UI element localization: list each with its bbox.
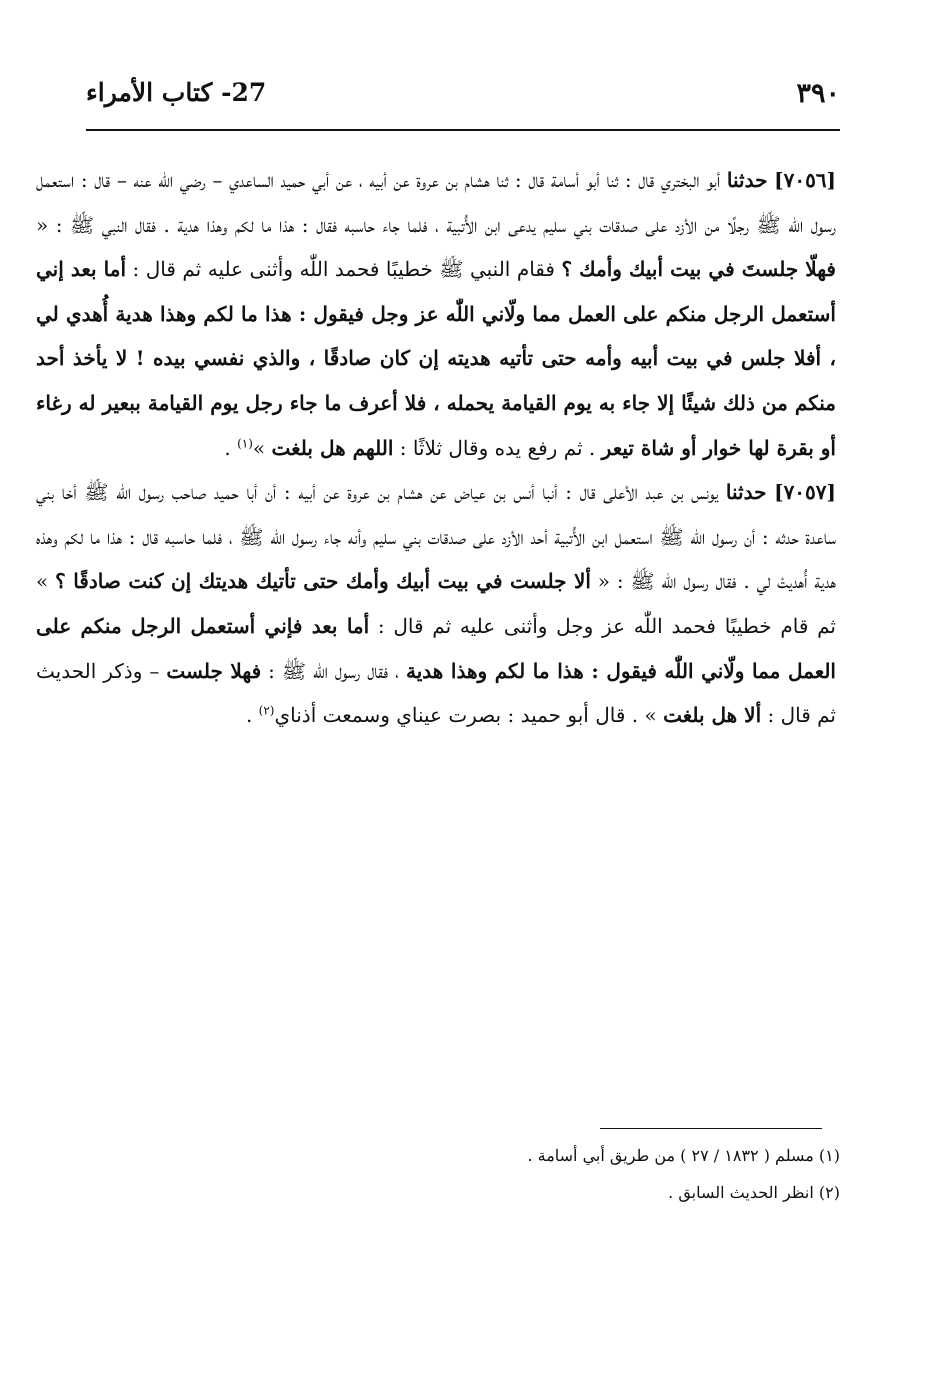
- transmission-term: حدثنا: [725, 480, 767, 505]
- narration-text: – وذكر الحديث ثم قال :: [36, 658, 836, 728]
- narration-text: يونس بن عبد الأعلى قال : أنبا أنس بن عياض عن هشام بن عروة عن أبيه : أن أبا حميد صاحب رسول اللّٰه ﷺ أخا بني ساعدة حدثه : أن رسول اللّٰه ﷺ استعمل ابن الأُتبية أحد الأزد على صدقات بني سليم وأنه جاء رسول اللّٰه ﷺ ، فلما حاسبه قال : هذا ما لكم وهذه هدية أُهديتْ لي . فقال رسول اللّٰه ﷺ : «: [36, 480, 836, 594]
- narration-text: .: [245, 703, 259, 728]
- hadith-number: [٧٠٥٦]: [774, 168, 837, 192]
- prophet-saying: فهلّا جلستَ في بيت أبيك وأمك ؟: [561, 257, 836, 282]
- narration-text: » ثم قام خطيبًا فحمد اللّٰه عز وجل وأثنى عليه ثم قال :: [36, 569, 836, 638]
- footnote-divider: [600, 1128, 822, 1129]
- narration-text: » . قال أبو حميد : بصرت عيناي وسمعت أذناي: [274, 703, 664, 728]
- narration-text: أبو البختري قال : ثنا أبو أسامة قال : ثنا هشام بن عروة عن أبيه ، عن أبي حميد الساعدي – رضي اللّٰه عنه – قال : استعمل رسول اللّٰه ﷺ رجلًا من الأزد على صدقات بني سليم يدعى ابن الأُتبية ، فلما جاء حاسبه فقال : هذا ما لكم وهذا هدية . فقال النبي ﷺ : «: [36, 168, 836, 237]
- main-text: [36, 158, 836, 738]
- footnote-2: (٢) انظر الحديث السابق .: [668, 1183, 840, 1202]
- narration-text: .: [224, 435, 238, 460]
- chapter-title: 27- كتاب الأمراء: [86, 78, 267, 107]
- hadith-number: [٧٠٥٧]: [774, 480, 836, 505]
- header-divider: [86, 129, 840, 131]
- prophet-saying: فهلا جلست: [166, 658, 262, 683]
- footnotes: [300, 1137, 840, 1211]
- narration-text: ، فقال رسول اللّٰه ﷺ :: [261, 658, 406, 683]
- page-header: [86, 78, 840, 118]
- footnote-ref[interactable]: (٢): [258, 703, 275, 718]
- prophet-saying: أما بعد إني أستعمل الرجل منكم على العمل مما ولّاني اللّٰه عز وجل فيقول : هذا ما لكم وهذا هدية أُهدي لي ، أفلا جلس في بيت أبيه وأمه حتى تأتيه هديته إن كان صادقًا ، والذي نفسي بيده ! لا يأخذ أحد منكم من ذلك شيئًا إلا جاء به يوم القيامة يحمله ، فلا أعرف ما جاء رجل يوم القيامة ببعير له رغاء أو بقرة لها خوار أو شاة تيعر: [36, 257, 836, 460]
- hadith-7056: [36, 158, 836, 470]
- narration-text: فقام النبي ﷺ خطيبًا فحمد اللّٰه وأثنى عليه ثم قال :: [126, 257, 562, 282]
- prophet-saying: ألا جلست في بيت أبيك وأمك حتى تأتيك هديتك إن كنت صادقًا ؟: [55, 569, 591, 594]
- prophet-saying: أما بعد فإني أستعمل الرجل منكم على العمل مما ولّاني اللّٰه فيقول : هذا ما لكم وهذا هدية: [36, 613, 836, 683]
- narration-text: . ثم رفع يده وقال ثلاثًا :: [393, 435, 602, 460]
- page-number: ٣٩٠: [796, 78, 840, 109]
- prophet-saying: اللهم هل بلغت: [271, 435, 394, 460]
- hadith-7057: [36, 470, 836, 738]
- footnote-1: (١) مسلم ( ١٨٣٢ / ٢٧ ) من طريق أبي أسامة .: [527, 1146, 840, 1165]
- footnote-ref[interactable]: (١): [237, 435, 253, 450]
- narration-text: »: [252, 435, 272, 460]
- prophet-saying: ألا هل بلغت: [663, 703, 762, 728]
- transmission-term: حدثنا: [726, 168, 768, 192]
